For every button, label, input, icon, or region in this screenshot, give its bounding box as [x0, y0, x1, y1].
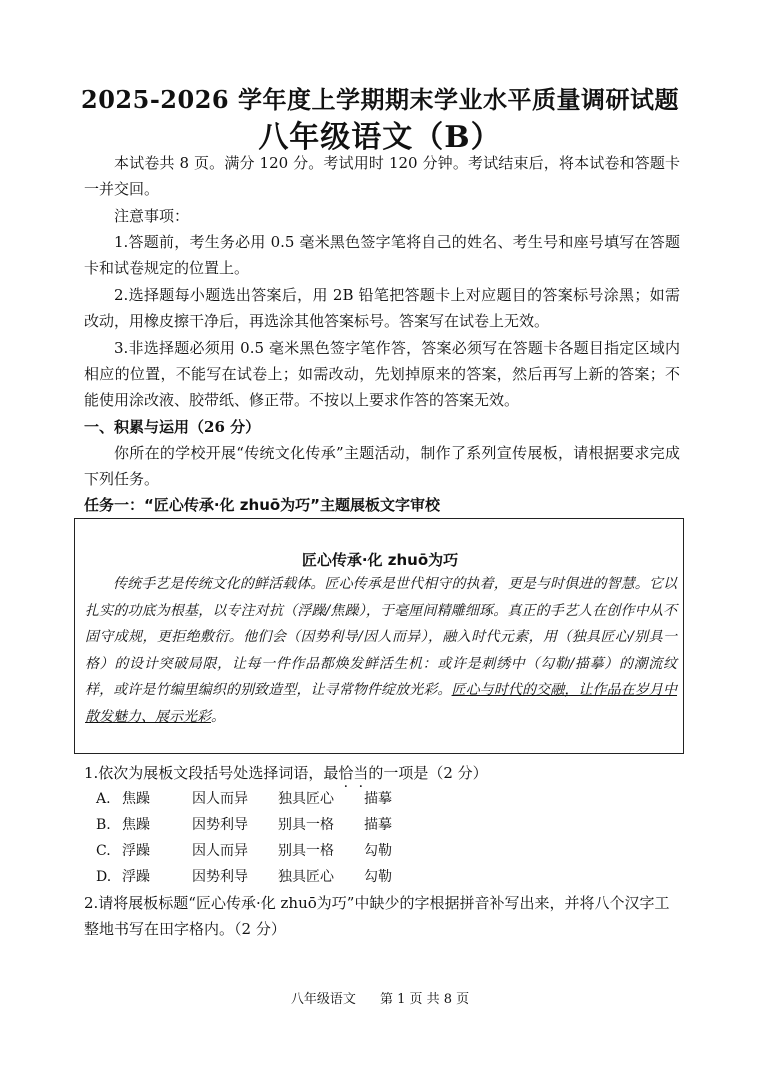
option-word: 因人而异	[192, 791, 248, 807]
board-text-main: 传统手艺是传统文化的鲜活载体。匠心传承是世代相守的执着，更是与时俱进的智慧。它以扎实的功底为根基，以专注对抗（浮躁/焦躁），于毫厘间精雕细琢。真正的手艺人在创作中从不固守成规，更拒绝敷衍。他们会（因势利导/因人而异），融入时代元素，用（独具匠心/别具一格）的设计突破局限，让每一件作品都焕发鲜活生机：或许是刺绣中（勾勒/描摹）的潮流纹样，或许是竹编里编织的别致造型，让寻常物件绽放光彩。	[85, 576, 677, 698]
option-word: 浮躁	[122, 843, 150, 859]
q1-emphasis-char: 恰	[338, 764, 354, 782]
section-intro: 你所在的学校开展“传统文化传承”主题活动，制作了系列宣传展板，请根据要求完成下列任务。	[84, 444, 680, 488]
task-heading: 任务一：“匠心传承·化 zhuō为巧”主题展板文字审校	[84, 496, 441, 514]
option-a[interactable]	[96, 786, 392, 812]
intro-paragraph: 本试卷共 8 页。满分 120 分。考试用时 120 分钟。考试结束后，将本试卷和答题卡一并交回。	[84, 154, 680, 198]
option-word: 别具一格	[278, 843, 334, 859]
exam-title: 2025-2026 学年度上学期期末学业水平质量调研试题	[81, 85, 679, 114]
option-word: 焦躁	[122, 817, 150, 833]
display-board	[74, 518, 684, 754]
note-item-1: 1.答题前，考生务必用 0.5 毫米黑色签字笔将自己的姓名、考生号和座号填写在答题卡和试卷规定的位置上。	[84, 233, 680, 277]
option-word: 勾勒	[364, 869, 392, 885]
q1-emphasis-char: 当	[353, 764, 369, 782]
board-underlined-sentence: 匠心与时代的交融，让作品在岁月中散发魅力、展示光彩	[85, 682, 678, 725]
footer-subject: 八年级语文	[290, 992, 356, 1007]
question-1-stem	[84, 760, 684, 786]
option-d[interactable]	[96, 864, 392, 890]
note-item-3: 3.非选择题必须用 0.5 毫米黑色签字笔作答，答案必须写在答题卡各题目指定区域内相应的位置，不能写在试卷上；如需改动，先划掉原来的答案，然后再写上新的答案；不能使用涂改液、胶带纸、修正带。不按以上要求作答的答案无效。	[84, 339, 680, 409]
option-word: 独具匠心	[278, 869, 334, 885]
option-word: 别具一格	[278, 817, 334, 833]
board-title: 匠心传承·化 zhuō为巧	[301, 551, 459, 569]
notes-heading: 注意事项：	[114, 207, 190, 225]
option-word: 焦躁	[122, 791, 150, 807]
option-letter: D.	[96, 869, 112, 885]
option-word: 描摹	[364, 791, 392, 807]
option-word: 浮躁	[122, 869, 150, 885]
board-text	[85, 571, 677, 730]
option-word: 因人而异	[192, 843, 248, 859]
option-word: 独具匠心	[278, 791, 334, 807]
board-text-end: 。	[211, 708, 225, 725]
option-word: 勾勒	[364, 843, 392, 859]
option-letter: B.	[96, 817, 111, 833]
question-2-stem: 2.请将展板标题“匠心传承·化 zhuō为巧”中缺少的字根据拼音补写出来，并将八个汉字工整地书写在田字格内。（2 分）	[84, 894, 670, 938]
option-letter: A.	[96, 791, 111, 807]
note-item-2: 2.选择题每小题选出答案后，用 2B 铅笔把答题卡上对应题目的答案标号涂黑；如需改动，用橡皮擦干净后，再选涂其他答案标号。答案写在试卷上无效。	[84, 286, 680, 330]
option-c[interactable]	[96, 838, 392, 864]
q1-stem-part: 的一项是（2 分）	[368, 764, 488, 782]
q1-stem-part: 1.依次为展板文段括号处选择词语，最	[84, 764, 339, 782]
option-word: 因势利导	[192, 869, 248, 885]
option-b[interactable]	[96, 812, 392, 838]
option-letter: C.	[96, 843, 111, 859]
option-word: 因势利导	[192, 817, 248, 833]
page-footer	[0, 988, 760, 1007]
exam-subtitle: 八年级语文（B）	[258, 120, 502, 155]
section-heading: 一、积累与运用（26 分）	[84, 418, 261, 436]
footer-page-number: 第 1 页 共 8 页	[379, 992, 470, 1007]
option-word: 描摹	[364, 817, 392, 833]
